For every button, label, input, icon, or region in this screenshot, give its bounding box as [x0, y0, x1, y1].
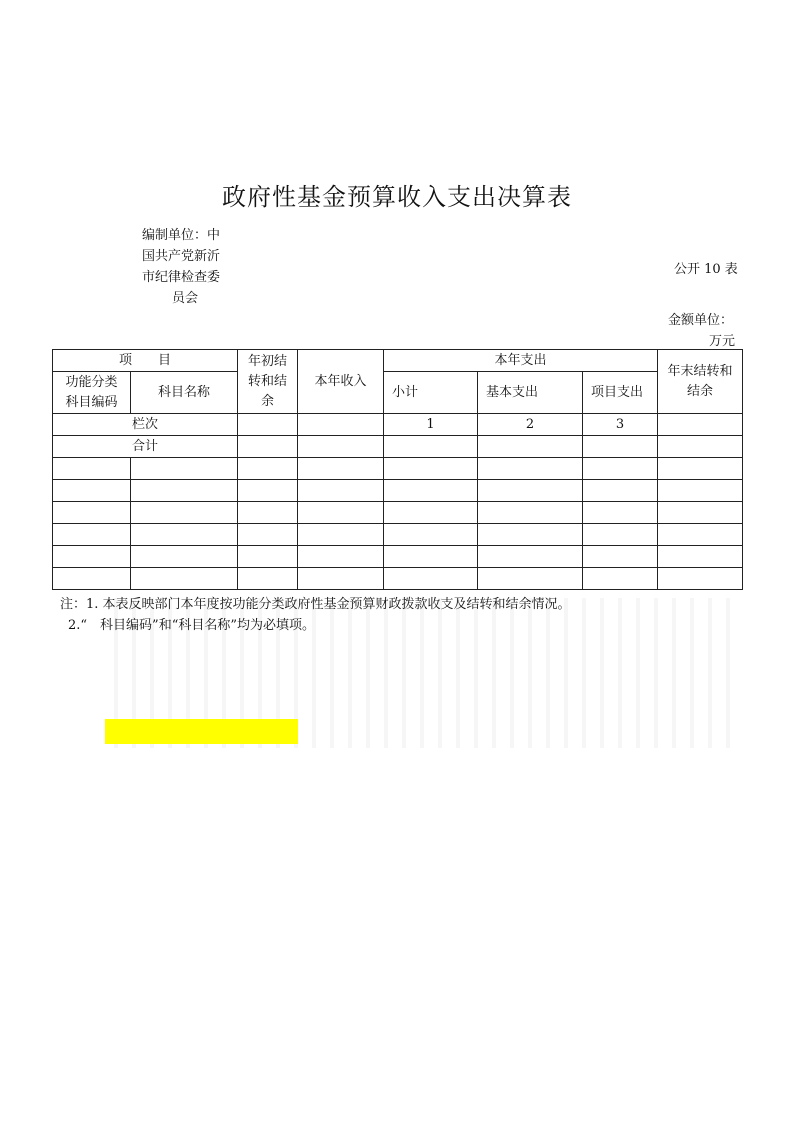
table-cell	[658, 480, 743, 502]
table-cell	[583, 524, 658, 546]
table-cell	[53, 502, 131, 524]
table-cell	[384, 458, 478, 480]
table-cell	[658, 458, 743, 480]
table-cell	[583, 458, 658, 480]
table-cell	[298, 546, 384, 568]
table-cell	[478, 502, 583, 524]
table-cell	[658, 436, 743, 458]
table-row	[53, 524, 743, 546]
note-line: 注：1. 本表反映部门本年度按功能分类政府性基金预算财政拨款收支及结转和结余情况。	[60, 597, 571, 612]
header-begin-balance-line: 转和结	[247, 373, 287, 389]
header-subtotal: 小计	[384, 372, 478, 414]
table-row	[53, 546, 743, 568]
header-subject-name: 科目名称	[131, 372, 238, 414]
table-cell	[658, 414, 743, 436]
table-row	[53, 480, 743, 502]
row-total-label: 合计	[53, 436, 238, 458]
header-begin-balance-line: 年初结	[247, 353, 287, 369]
row-col-label: 栏次	[53, 414, 238, 436]
table-cell	[298, 480, 384, 502]
table-cell	[131, 524, 238, 546]
table-cell	[53, 458, 131, 480]
table-cell	[131, 546, 238, 568]
notes	[60, 594, 571, 636]
header-end-balance-line: 年末结转和	[667, 363, 733, 379]
table-cell	[478, 436, 583, 458]
table-cell	[238, 502, 298, 524]
table-row	[53, 568, 743, 590]
header-expense: 本年支出	[384, 350, 658, 372]
table-cell	[658, 568, 743, 590]
highlight-mark	[105, 719, 298, 744]
table-cell	[478, 524, 583, 546]
table-cell	[658, 502, 743, 524]
budget-table	[52, 349, 743, 590]
table-cell	[298, 502, 384, 524]
table-cell	[238, 458, 298, 480]
table-cell	[238, 414, 298, 436]
header-begin-balance	[238, 350, 298, 414]
table-cell	[53, 568, 131, 590]
table-cell	[478, 546, 583, 568]
table-cell	[658, 524, 743, 546]
table-cell	[238, 436, 298, 458]
header-func-code-line: 科目编码	[65, 394, 118, 410]
table-cell	[583, 502, 658, 524]
table-cell	[238, 480, 298, 502]
table-cell	[298, 524, 384, 546]
table-cell	[384, 524, 478, 546]
table-cell	[583, 546, 658, 568]
header-income: 本年收入	[298, 350, 384, 414]
header-basic-expense: 基本支出	[478, 372, 583, 414]
table-cell	[384, 546, 478, 568]
note-line: 2.“ 科目编码”和“科目名称”均为必填项。	[68, 618, 315, 633]
table-cell	[384, 436, 478, 458]
col-number: 2	[478, 414, 583, 436]
table-cell	[131, 480, 238, 502]
table-cell	[131, 502, 238, 524]
table-cell	[658, 546, 743, 568]
table-cell	[53, 546, 131, 568]
table-cell	[583, 480, 658, 502]
table-cell	[53, 480, 131, 502]
table-cell	[298, 414, 384, 436]
header-item: 项 目	[53, 350, 238, 372]
header-func-code-line: 功能分类	[65, 374, 118, 390]
table-cell	[478, 568, 583, 590]
table-row	[53, 458, 743, 480]
table-cell	[384, 502, 478, 524]
empty-rows	[53, 458, 743, 590]
header-project-expense: 项目支出	[583, 372, 658, 414]
compiling-unit-line: 国共产党新沂	[142, 249, 221, 264]
table-cell	[478, 458, 583, 480]
table-cell	[384, 480, 478, 502]
header-end-balance-line: 结余	[686, 383, 713, 399]
compiling-unit-line: 市纪律检查委	[142, 270, 221, 285]
header-begin-balance-line: 余	[260, 393, 274, 409]
header-end-balance	[658, 350, 743, 414]
table-cell	[238, 546, 298, 568]
col-number: 3	[583, 414, 658, 436]
table-cell	[583, 568, 658, 590]
table-cell	[478, 480, 583, 502]
amount-unit-value: 万元	[709, 334, 736, 349]
form-number: 公开 10 表	[674, 262, 738, 277]
compiling-unit	[142, 225, 228, 309]
table-cell	[298, 568, 384, 590]
table-row	[53, 502, 743, 524]
table-cell	[131, 568, 238, 590]
table-cell	[238, 568, 298, 590]
amount-unit-label: 金额单位：	[668, 313, 734, 328]
table-cell	[298, 436, 384, 458]
compiling-unit-line: 员会	[171, 291, 198, 306]
compiling-unit-line: 编制单位：中	[142, 228, 221, 243]
col-number: 1	[384, 414, 478, 436]
table-cell	[583, 436, 658, 458]
table-cell	[384, 568, 478, 590]
header-func-code	[53, 372, 131, 414]
table-cell	[298, 458, 384, 480]
table-cell	[238, 524, 298, 546]
page-title: 政府性基金预算收入支出决算表	[222, 183, 572, 211]
table-cell	[53, 524, 131, 546]
table-cell	[131, 458, 238, 480]
